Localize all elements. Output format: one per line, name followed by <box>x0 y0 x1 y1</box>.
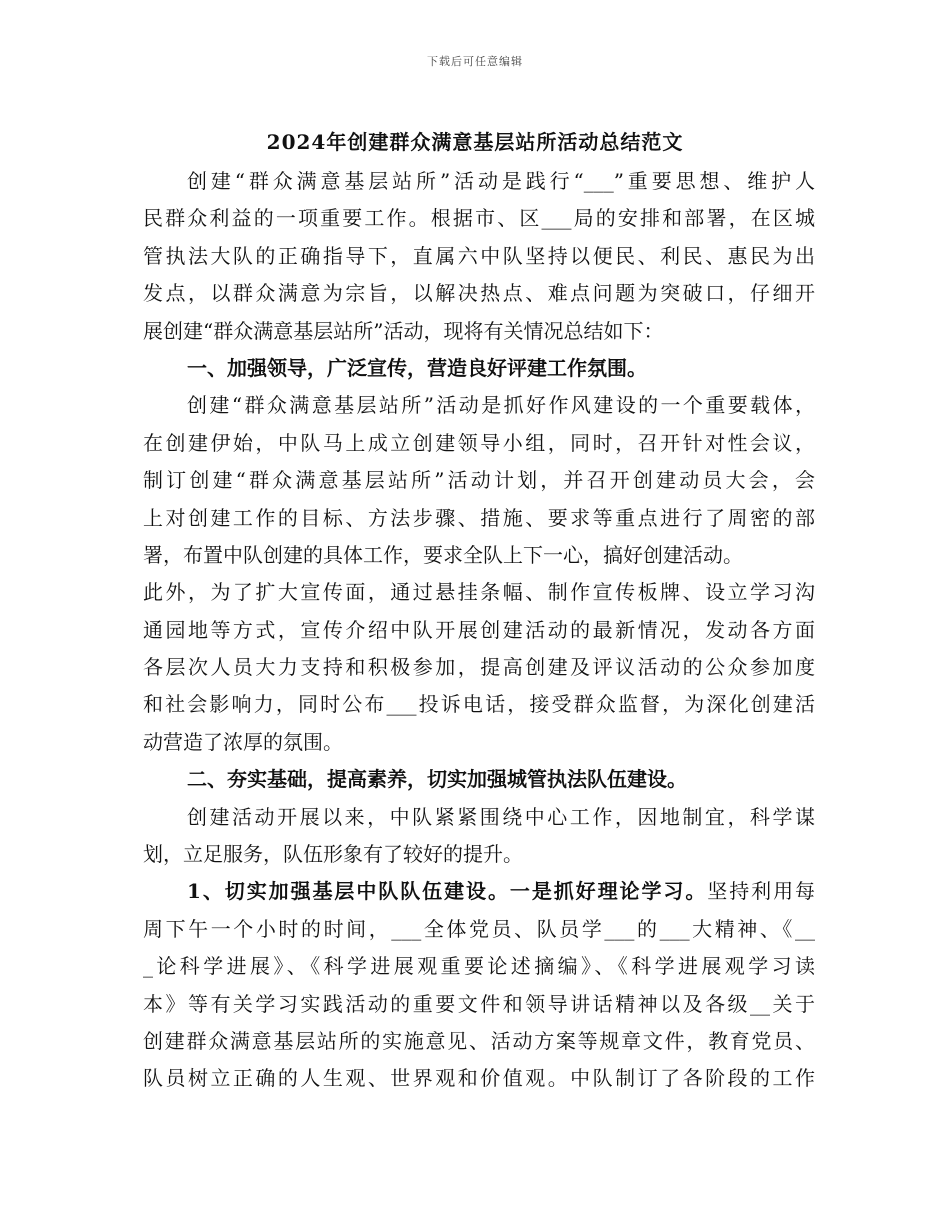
paragraph-line: 在创建伊始，中队马上成立创建领导小组，同时，召开针对性会议， <box>143 430 815 455</box>
paragraph-line: 动营造了浓厚的氛围。 <box>143 729 343 754</box>
paragraph-line: 制订创建“群众满意基层站所”活动计划，并召开创建动员大会，会 <box>143 468 815 493</box>
section-heading: 一、加强领导，广泛宣传，营造良好评建工作氛围。 <box>187 355 647 380</box>
subsection-heading: 1、切实加强基层中队队伍建设。一是抓好理论学习。 <box>187 879 708 904</box>
paragraph-line: _论科学进展》、《科学进展观重要论述摘编》、《科学进展观学习读 <box>143 954 815 979</box>
paragraph-line: 展创建“群众满意基层站所”活动，现将有关情况总结如下： <box>143 318 664 343</box>
paragraph-line: 通园地等方式，宣传介绍中队开展创建活动的最新情况，发动各方面 <box>143 617 815 642</box>
paragraph-line: 发点，以群众满意为宗旨，以解决热点、难点问题为突破口，仔细开 <box>143 281 815 306</box>
paragraph-line: 划，立足服务，队伍形象有了较好的提升。 <box>143 842 523 867</box>
paragraph-line: 和社会影响力，同时公布___投诉电话，接受群众监督，为深化创建活 <box>143 692 815 717</box>
page-header: 下载后可任意编辑 <box>427 55 523 68</box>
paragraph-line: 各层次人员大力支持和积极参加，提高创建及评议活动的公众参加度 <box>143 655 815 680</box>
section-heading: 二、夯实基础，提高素养，切实加强城管执法队伍建设。 <box>187 767 687 792</box>
document-body <box>143 163 815 1098</box>
paragraph-line: 上对创建工作的目标、方法步骤、措施、要求等重点进行了周密的部 <box>143 505 815 530</box>
paragraph-line: 民群众利益的一项重要工作。根据市、区___局的安排和部署，在区城 <box>143 206 815 231</box>
paragraph-line: 周下午一个小时的时间，___全体党员、队员学___的___大精神、《__ <box>143 916 815 941</box>
paragraph-line: 创建活动开展以来，中队紧紧围绕中心工作，因地制宜，科学谋 <box>187 804 815 829</box>
paragraph-line: 创建“群众满意基层站所”活动是抓好作风建设的一个重要载体， <box>187 393 815 418</box>
paragraph-line <box>143 873 815 910</box>
paragraph-line: 管执法大队的正确指导下，直属六中队坚持以便民、利民、惠民为出 <box>143 243 815 268</box>
paragraph-line: 创建群众满意基层站所的实施意见、活动方案等规章文件，教育党员、 <box>143 1028 815 1053</box>
paragraph-line: 本》等有关学习实践活动的重要文件和领导讲话精神以及各级__关于 <box>143 991 815 1016</box>
paragraph-line: 此外，为了扩大宣传面，通过悬挂条幅、制作宣传板牌、设立学习沟 <box>143 580 815 605</box>
paragraph-line: 署，布置中队创建的具体工作，要求全队上下一心，搞好创建活动。 <box>143 542 743 567</box>
paragraph-line: 创建“群众满意基层站所”活动是践行“___”重要思想、维护人 <box>187 169 815 193</box>
document-title: 2024年创建群众满意基层站所活动总结范文 <box>266 130 684 154</box>
paragraph-text: 坚持利用每 <box>707 879 816 904</box>
paragraph-line: 队员树立正确的人生观、世界观和价值观。中队制订了各阶段的工作 <box>143 1066 815 1091</box>
